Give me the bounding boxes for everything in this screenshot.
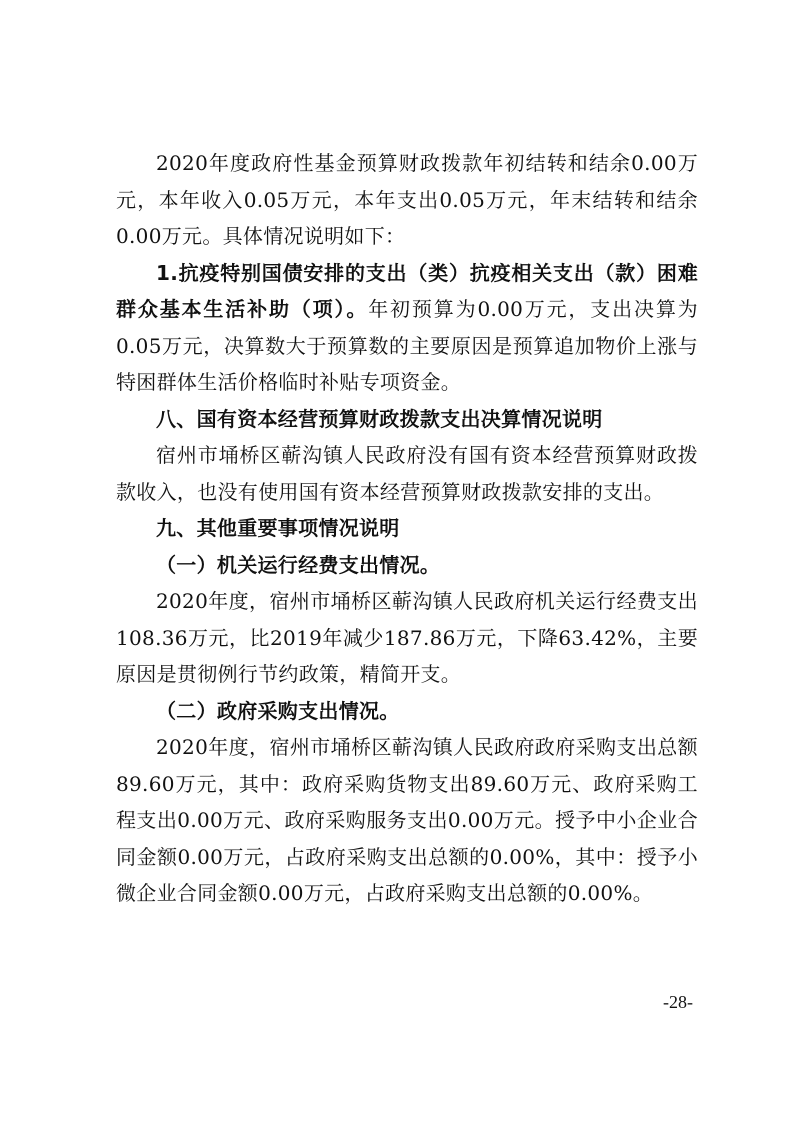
paragraph-item-1 xyxy=(116,255,698,401)
item-1-text: 年初预算为0.00万元，支出决算为0.05万元，决算数大于预算数的主要原因是预算追加物价上涨与特困群体生活价格临时补贴专项资金。 xyxy=(116,297,698,394)
paragraph-section-8: 宿州市埇桥区蕲沟镇人民政府没有国有资本经营预算财政拨款收入，也没有使用国有资本经营预算财政拨款安排的支出。 xyxy=(116,443,698,504)
item-1-title: 1.抗疫特别国债安排的支出（类）抗疫相关支出（款）困难群众基本生活补助（项）。 xyxy=(116,260,698,321)
paragraph-subsection-1: 2020年度，宿州市埇桥区蕲沟镇人民政府机关运行经费支出108.36万元，比2019年减少187.86万元，下降63.42%，主要原因是贯彻例行节约政策，精简开支。 xyxy=(116,589,698,686)
paragraph-subsection-2: 2020年度，宿州市埇桥区蕲沟镇人民政府政府采购支出总额89.60万元，其中：政府采购货物支出89.60万元、政府采购工程支出0.00万元、政府采购服务支出0.00万元。授予中小企业合同金额0.00万元，占政府采购支出总额的0.00%，其中：授予小微企业合同金额0.00万元，占政府采购支出总额的0.00%。 xyxy=(116,735,698,905)
section-heading-8: 八、国有资本经营预算财政拨款支出决算情况说明 xyxy=(156,406,603,431)
subsection-heading-2: （二）政府采购支出情况。 xyxy=(156,698,400,723)
paragraph-fund-budget-summary: 2020年度政府性基金预算财政拨款年初结转和结余0.00万元，本年收入0.05万元，本年支出0.05万元，年末结转和结余0.00万元。具体情况说明如下： xyxy=(116,151,698,248)
subsection-heading-1: （一）机关运行经费支出情况。 xyxy=(156,552,441,577)
page-number: -28- xyxy=(663,992,693,1012)
section-heading-9: 九、其他重要事项情况说明 xyxy=(156,516,400,540)
page-body xyxy=(116,145,698,912)
